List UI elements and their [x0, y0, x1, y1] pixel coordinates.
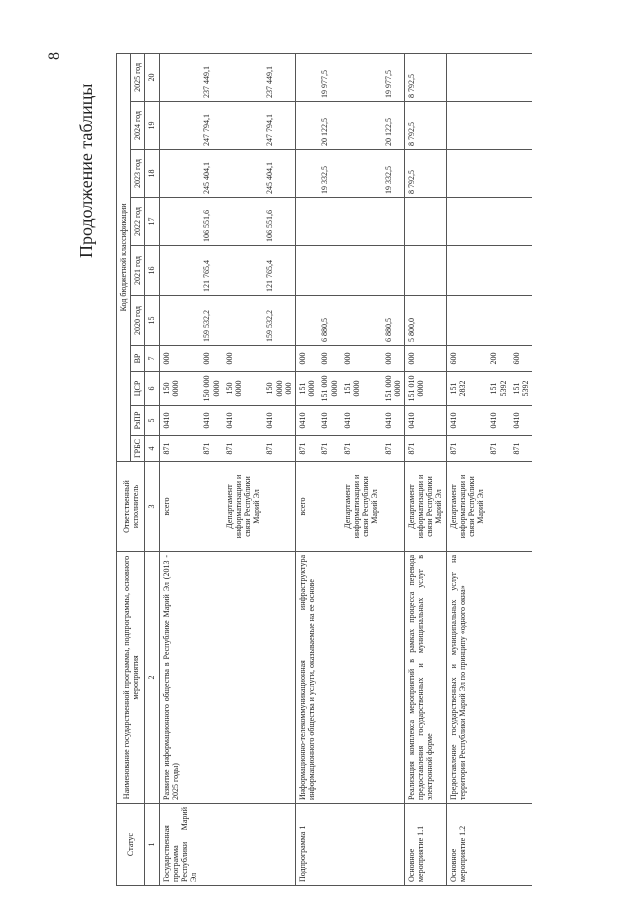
cell-grbs: 871 — [404, 436, 446, 462]
row-status — [382, 804, 405, 886]
cell-2020: 159 532,2 — [263, 296, 295, 346]
header-executor: Ответственный исполнитель — [117, 462, 145, 552]
cell-rzpr: 0410 — [318, 406, 340, 436]
header-year-2022: 2022 год — [131, 198, 145, 246]
cell-2020 — [223, 296, 264, 346]
column-number: 18 — [145, 150, 159, 198]
cell-vr — [263, 346, 295, 372]
cell-2020: 6 880,5 — [382, 296, 405, 346]
header-grbs: ГРБС — [131, 436, 145, 462]
cell-csr: 150 0000 000 — [263, 372, 295, 406]
cell-2022 — [487, 198, 509, 246]
cell-vr: 000 — [404, 346, 446, 372]
column-number: 19 — [145, 102, 159, 150]
row-name — [223, 552, 264, 804]
budget-table — [116, 53, 532, 886]
continuation-title: Продолжение таблицы — [76, 83, 96, 258]
cell-2022 — [318, 198, 340, 246]
row-name — [487, 552, 509, 804]
table-row — [200, 53, 222, 885]
cell-2020 — [341, 296, 382, 346]
cell-grbs: 871 — [159, 436, 200, 462]
cell-csr: 151 000 0000 — [318, 372, 340, 406]
row-name — [200, 552, 222, 804]
table-row — [446, 53, 487, 885]
cell-2025 — [510, 53, 532, 101]
cell-vr: 000 — [318, 346, 340, 372]
row-executor: всего — [159, 462, 200, 552]
cell-2020: 159 532,2 — [200, 296, 222, 346]
cell-2025 — [159, 53, 200, 101]
row-name: Информационно-телекоммуникационная инфраструктура информационного общества и услуги, оказываемые на ее основе — [296, 552, 319, 804]
cell-2021: 121 765,4 — [200, 246, 222, 296]
cell-2021 — [159, 246, 200, 296]
cell-2023: 8 792,5 — [404, 150, 446, 198]
row-executor — [200, 462, 222, 552]
table-row — [341, 53, 382, 885]
cell-2021 — [446, 246, 487, 296]
header-csr: ЦСР — [131, 372, 145, 406]
column-number: 6 — [145, 372, 159, 406]
cell-2021 — [510, 246, 532, 296]
cell-2024: 8 792,5 — [404, 102, 446, 150]
cell-grbs: 871 — [200, 436, 222, 462]
cell-2022 — [296, 198, 319, 246]
cell-2022 — [159, 198, 200, 246]
table-row — [510, 53, 532, 885]
cell-grbs: 871 — [296, 436, 319, 462]
cell-vr: 000 — [159, 346, 200, 372]
row-executor — [510, 462, 532, 552]
cell-2024 — [296, 102, 319, 150]
cell-vr: 600 — [446, 346, 487, 372]
cell-vr: 000 — [200, 346, 222, 372]
cell-grbs: 871 — [263, 436, 295, 462]
header-vr: ВР — [131, 346, 145, 372]
cell-2025 — [223, 53, 264, 101]
cell-2023: 19 332,5 — [382, 150, 405, 198]
row-executor: Департамент информатизации и связи Республики Марий Эл — [404, 462, 446, 552]
cell-csr: 151 000 0000 — [382, 372, 405, 406]
cell-2023: 245 404,1 — [200, 150, 222, 198]
cell-2020 — [487, 296, 509, 346]
cell-2024 — [223, 102, 264, 150]
cell-2020 — [446, 296, 487, 346]
cell-rzpr: 0410 — [510, 406, 532, 436]
header-year-2025: 2025 год — [131, 53, 145, 101]
cell-grbs: 871 — [223, 436, 264, 462]
cell-2021 — [318, 246, 340, 296]
cell-rzpr: 0410 — [263, 406, 295, 436]
row-status: Подпрограмма 1 — [296, 804, 319, 886]
header-rzpr: РзПР — [131, 406, 145, 436]
cell-2021 — [296, 246, 319, 296]
cell-csr: 151 010 0000 — [404, 372, 446, 406]
cell-2024: 20 122,5 — [382, 102, 405, 150]
header-year-2023: 2023 год — [131, 150, 145, 198]
header-name: Наименование государственной программы, подпрограммы, основного мероприятия — [117, 552, 145, 804]
cell-rzpr: 0410 — [341, 406, 382, 436]
cell-2023 — [446, 150, 487, 198]
cell-vr: 600 — [510, 346, 532, 372]
cell-2021 — [404, 246, 446, 296]
cell-2022: 106 551,6 — [200, 198, 222, 246]
table-row — [318, 53, 340, 885]
row-executor — [382, 462, 405, 552]
cell-vr: 000 — [296, 346, 319, 372]
cell-2021 — [382, 246, 405, 296]
cell-2022 — [404, 198, 446, 246]
column-number: 3 — [145, 462, 159, 552]
cell-2022: 106 551,6 — [263, 198, 295, 246]
page-number: 8 — [46, 52, 63, 60]
row-status — [341, 804, 382, 886]
cell-csr: 151 0000 — [341, 372, 382, 406]
header-year-2024: 2024 год — [131, 102, 145, 150]
header-status: Статус — [117, 804, 145, 886]
cell-csr: 150 0000 — [159, 372, 200, 406]
row-executor: Департамент информатизации и связи Республики Марий Эл — [446, 462, 487, 552]
cell-rzpr: 0410 — [159, 406, 200, 436]
row-executor — [263, 462, 295, 552]
cell-2020: 5 800,0 — [404, 296, 446, 346]
cell-2023 — [223, 150, 264, 198]
column-number: 15 — [145, 296, 159, 346]
cell-2020: 6 880,5 — [318, 296, 340, 346]
table-row — [296, 53, 319, 885]
column-number: 17 — [145, 198, 159, 246]
row-executor: всего — [296, 462, 319, 552]
cell-2025 — [296, 53, 319, 101]
column-number: 20 — [145, 53, 159, 101]
row-status — [510, 804, 532, 886]
row-executor — [318, 462, 340, 552]
header-budget-code: Код бюджетной классификации — [117, 53, 131, 461]
cell-2021: 121 765,4 — [263, 246, 295, 296]
cell-vr: 000 — [223, 346, 264, 372]
row-status — [200, 804, 222, 886]
row-name: Развитие информационного общества в Республике Марий Эл (2013 - 2025 годы) — [159, 552, 200, 804]
row-executor: Департамент информатизации и связи Республики Марий Эл — [341, 462, 382, 552]
cell-2024 — [159, 102, 200, 150]
cell-grbs: 871 — [510, 436, 532, 462]
cell-csr: 150 0000 — [223, 372, 264, 406]
table-row — [263, 53, 295, 885]
row-name — [341, 552, 382, 804]
column-number: 5 — [145, 406, 159, 436]
cell-2025 — [341, 53, 382, 101]
cell-csr: 151 2832 — [446, 372, 487, 406]
table-row — [487, 53, 509, 885]
cell-2022 — [341, 198, 382, 246]
row-name — [510, 552, 532, 804]
cell-2023 — [487, 150, 509, 198]
cell-2020 — [510, 296, 532, 346]
cell-2024 — [446, 102, 487, 150]
cell-2025: 237 449,1 — [200, 53, 222, 101]
row-name: Предоставление государственных и муниципальных услуг на территории Республики Марий Эл по принципу «одного окна» — [446, 552, 487, 804]
cell-2020 — [159, 296, 200, 346]
table-row — [382, 53, 405, 885]
header-year-2021: 2021 год — [131, 246, 145, 296]
cell-2024 — [341, 102, 382, 150]
column-number: 7 — [145, 346, 159, 372]
row-status: Государственная программа Республики Марий Эл — [159, 804, 200, 886]
cell-rzpr: 0410 — [382, 406, 405, 436]
cell-rzpr: 0410 — [200, 406, 222, 436]
cell-2023 — [159, 150, 200, 198]
row-name: Реализация комплекса мероприятий в рамках процесса перевода предоставления государственных и муниципальных услуг в электронной форме — [404, 552, 446, 804]
cell-2024 — [510, 102, 532, 150]
row-status — [487, 804, 509, 886]
row-status — [263, 804, 295, 886]
row-status — [318, 804, 340, 886]
cell-2023 — [341, 150, 382, 198]
column-number: 1 — [145, 804, 159, 886]
cell-2024 — [487, 102, 509, 150]
table-row — [404, 53, 446, 885]
cell-grbs: 871 — [341, 436, 382, 462]
cell-rzpr: 0410 — [223, 406, 264, 436]
cell-2021 — [487, 246, 509, 296]
cell-grbs: 871 — [487, 436, 509, 462]
cell-2022 — [510, 198, 532, 246]
cell-2021 — [341, 246, 382, 296]
cell-2023: 19 332,5 — [318, 150, 340, 198]
cell-rzpr: 0410 — [296, 406, 319, 436]
column-number: 16 — [145, 246, 159, 296]
cell-2023: 245 404,1 — [263, 150, 295, 198]
cell-2022 — [382, 198, 405, 246]
row-name — [382, 552, 405, 804]
cell-2021 — [223, 246, 264, 296]
table-row — [159, 53, 200, 885]
column-number: 2 — [145, 552, 159, 804]
column-number: 4 — [145, 436, 159, 462]
header-year-2020: 2020 год — [131, 296, 145, 346]
cell-rzpr: 0410 — [446, 406, 487, 436]
cell-rzpr: 0410 — [404, 406, 446, 436]
cell-2024: 247 794,1 — [200, 102, 222, 150]
cell-csr: 151 0000 — [296, 372, 319, 406]
cell-2024: 247 794,1 — [263, 102, 295, 150]
cell-2020 — [296, 296, 319, 346]
cell-csr: 151 5392 — [487, 372, 509, 406]
cell-2025 — [446, 53, 487, 101]
row-name — [263, 552, 295, 804]
cell-2025: 19 977,5 — [382, 53, 405, 101]
cell-csr: 150 000 0000 — [200, 372, 222, 406]
row-name — [318, 552, 340, 804]
cell-2025 — [487, 53, 509, 101]
cell-2022 — [446, 198, 487, 246]
row-executor — [487, 462, 509, 552]
cell-2024: 20 122,5 — [318, 102, 340, 150]
row-status: Основное мероприятие 1.2 — [446, 804, 487, 886]
row-status — [223, 804, 264, 886]
cell-grbs: 871 — [318, 436, 340, 462]
cell-2025: 237 449,1 — [263, 53, 295, 101]
cell-vr: 200 — [487, 346, 509, 372]
cell-vr: 000 — [382, 346, 405, 372]
table-row — [223, 53, 264, 885]
cell-rzpr: 0410 — [487, 406, 509, 436]
cell-2023 — [510, 150, 532, 198]
row-status: Основное мероприятие 1.1 — [404, 804, 446, 886]
cell-csr: 151 5392 — [510, 372, 532, 406]
cell-2025: 19 977,5 — [318, 53, 340, 101]
row-executor: Департамент информатизации и связи Республики Марий Эл — [223, 462, 264, 552]
cell-grbs: 871 — [446, 436, 487, 462]
cell-2025: 8 792,5 — [404, 53, 446, 101]
cell-2023 — [296, 150, 319, 198]
cell-grbs: 871 — [382, 436, 405, 462]
cell-2022 — [223, 198, 264, 246]
cell-vr: 000 — [341, 346, 382, 372]
